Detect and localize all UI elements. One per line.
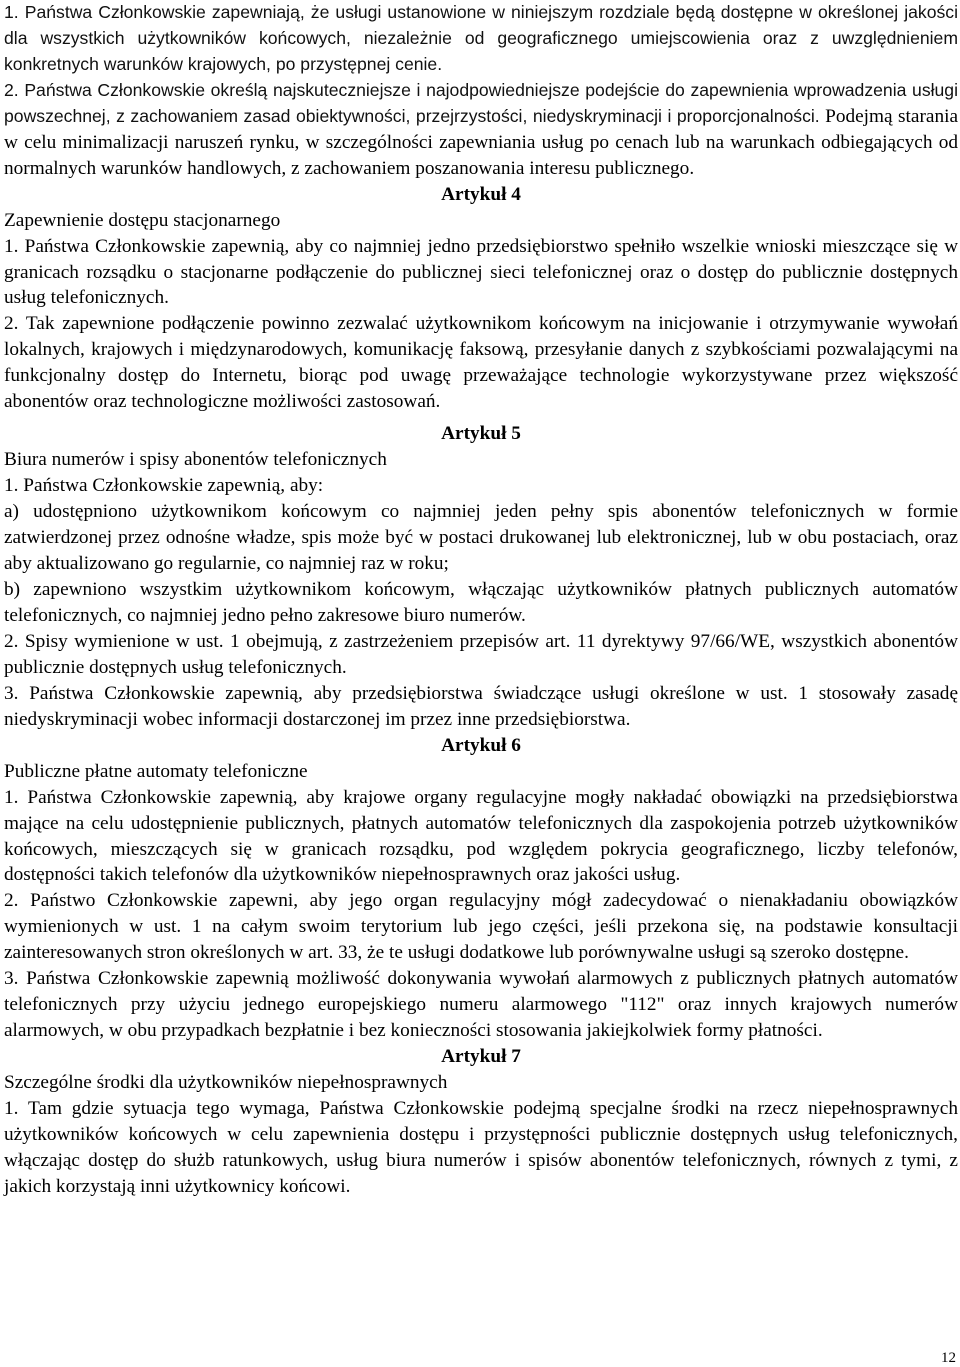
article-6-paragraph-2: 2. Państwo Członkowskie zapewni, aby jego organ regulacyjny mógł zadecydować o nienakładaniu obowiązków wymienionych w ust. 1 na całym swoim terytorium lub jego części, jeśli przekona się, na podstawie konsultacji zainteresowanych stron określonych w art. 33, że te usługi dodatkowe lub porównywalne usługi są szeroko dostępne.: [4, 890, 958, 964]
article-4-paragraph-2: 2. Tak zapewnione podłączenie powinno zezwalać użytkownikom końcowym na inicjowanie i otrzymywanie wywołań lokalnych, krajowych i międzynarodowych, komunikację faksową, przesyłanie danych z szybkościami pozwalającymi na funkcjonalny dostęp do Internetu, biorąc pod uwagę przeważające technologie wykorzystywane przez większość abonentów oraz technologiczne możliwości zastosowań.: [4, 313, 958, 413]
paragraph-2: [4, 78, 958, 182]
article-5-title: Biura numerów i spisy abonentów telefonicznych: [4, 449, 387, 471]
article-6-paragraph-3: 3. Państwa Członkowskie zapewnią możliwość dokonywania wywołań alarmowych z publicznych płatnych automatów telefonicznych przy użyciu jednego europejskiego numeru alarmowego "112" oraz innych krajowych numerów alarmowych, w obu przypadkach bezpłatnie i bez konieczności stosowania jakiejkolwiek formy płatności.: [4, 968, 958, 1042]
paragraph-2-serif-text: Podejmą starania w celu minimalizacji naruszeń rynku, w szczególności zapewniania usług po cenach lub na warunkach odbiegających od normalnych warunków handlowych, z zachowaniem poszanowania interesu publicznego.: [4, 105, 958, 179]
article-6-heading: Artykuł 6: [441, 734, 521, 756]
paragraph-2-sans-text: 2. Państwa Członkowskie określą najskuteczniejsze i najodpowiedniejsze podejście do zapewnienia wprowadzenia usługi powszechnej, z zachowaniem zasad obiektywności, przejrzystości, niedyskryminacji i proporcjonalności.: [4, 79, 958, 126]
article-5-paragraph-2: 2. Spisy wymienione w ust. 1 obejmują, z zastrzeżeniem przepisów art. 11 dyrektywy 97/66/WE, wszystkich abonentów publicznie dostępnych usług telefonicznych.: [4, 630, 958, 678]
article-5-point-b: b) zapewniono wszystkim użytkownikom końcowym, włączając użytkowników płatnych publicznych automatów telefonicznych, co najmniej jedno pełno zakresowe biuro numerów.: [4, 578, 958, 626]
paragraph-1-text: 1. Państwa Członkowskie zapewniają, że usługi ustanowione w niniejszym rozdziale będą dostępne w określonej jakości dla wszystkich użytkowników końcowych, niezależnie od geograficznego umiejscowienia oraz z uwzględnieniem konkretnych warunków krajowych, po przystępnej cenie.: [4, 2, 958, 74]
article-7-paragraph-1: 1. Tam gdzie sytuacja tego wymaga, Państwa Członkowskie podejmą specjalne środki na rzecz niepełnosprawnych użytkowników końcowych w celu zapewnienia dostępu i przystępności publicznie dostępnych usług telefonicznych, włączając dostęp do służb ratunkowych, usług biura numerów i spisów abonentów telefonicznych, równych z tymi, z jakich korzystają inni użytkownicy końcowi.: [4, 1098, 958, 1197]
document-page: [4, 0, 958, 1200]
article-6-title: Publiczne płatne automaty telefoniczne: [4, 760, 308, 782]
paragraph-1: [4, 0, 958, 78]
article-4-paragraph-1: [4, 234, 958, 312]
article-6-paragraph-1: 1. Państwa Członkowskie zapewnią, aby krajowe organy regulacyjne mogły nakładać obowiązki na przedsiębiorstwa mające na celu udostępnienie publicznych, płatnych automatów telefonicznych dla zaspokojenia potrzeb użytkowników końcowych, mieszczących się w granicach rozsądku, pod względem pokrycia geograficznego, liczby telefonów, dostępności takich telefonów dla użytkowników niepełnosprawnych oraz jakości usług.: [4, 786, 958, 886]
article-5-paragraph-1: 1. Państwa Członkowskie zapewnią, aby:: [4, 475, 324, 497]
article-4-p1-number: 1.: [4, 235, 19, 257]
page-number: 12: [941, 1350, 956, 1366]
article-5-heading: Artykuł 5: [441, 423, 521, 445]
article-4-title: Zapewnienie dostępu stacjonarnego: [4, 209, 281, 231]
article-5-paragraph-3: 3. Państwa Członkowskie zapewnią, aby przedsiębiorstwa świadczące usługi określone w ust. 1 stosowały zasadę niedyskryminacji wobec informacji dostarczonej im przez inne przedsiębiorstwa.: [4, 682, 958, 730]
article-7-title: Szczególne środki dla użytkowników niepełnosprawnych: [4, 1072, 448, 1094]
article-4-heading: Artykuł 4: [441, 183, 521, 205]
article-5-point-a: a) udostępniono użytkownikom końcowym co najmniej jeden pełny spis abonentów telefonicznych w formie zatwierdzonej przez odnośne władze, spis może być w postaci drukowanej lub elektronicznej, lub w obu postaciach, oraz aby aktualizowano go regularnie, co najmniej raz w roku;: [4, 501, 958, 575]
article-4-p1-text: Państwa Członkowskie zapewnią, aby co najmniej jedno przedsiębiorstwo spełniło wszelkie wnioski mieszczące się w granicach rozsądku o stacjonarne podłączenie do publicznej sieci telefonicznej oraz o dostęp do publicznie dostępnych usług telefonicznych.: [4, 235, 958, 309]
article-7-heading: Artykuł 7: [441, 1046, 521, 1068]
